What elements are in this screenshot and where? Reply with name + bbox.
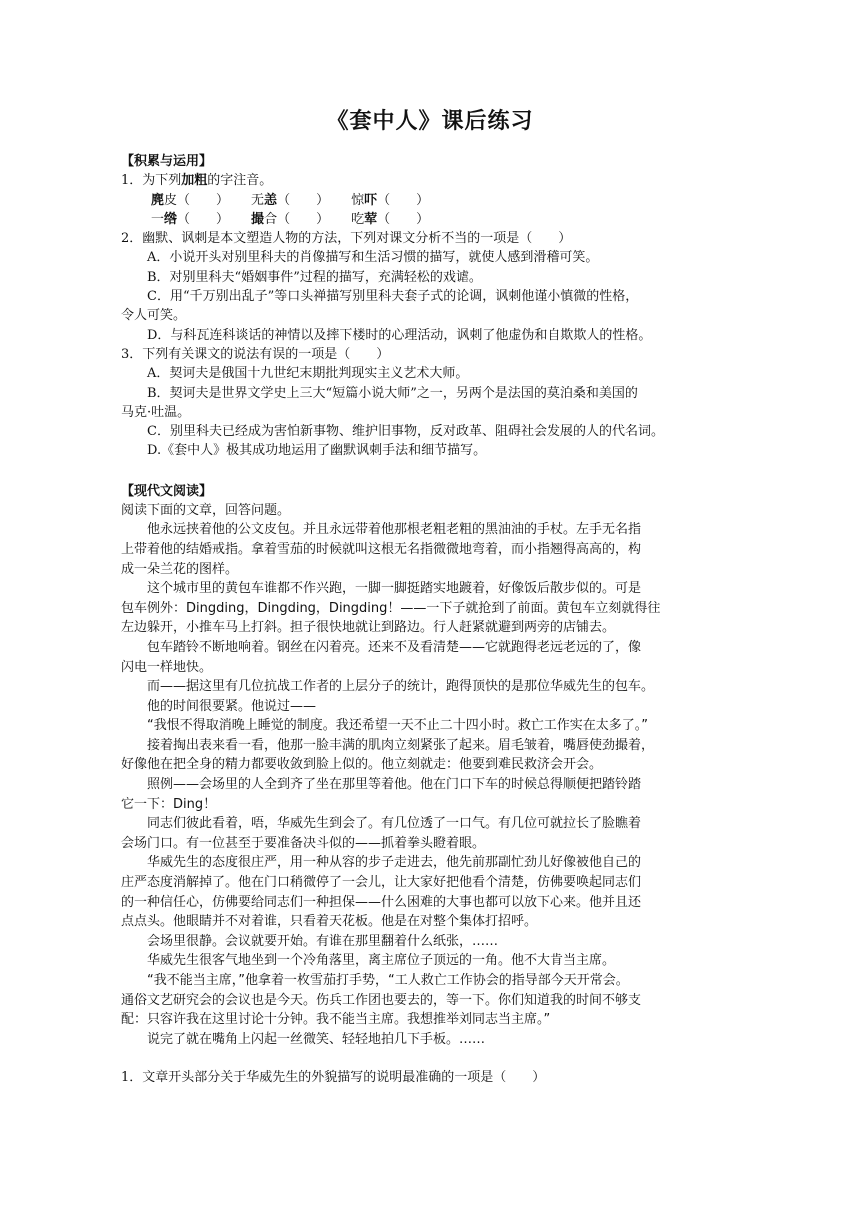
question-3-option-d: D.《套中人》极其成功地运用了幽默讽刺手法和细节描写。 xyxy=(147,443,487,459)
question-1-row-2 xyxy=(121,210,741,229)
passage-line: 他的时间很要紧。他说过—— xyxy=(147,698,317,714)
passage-line: 会场里很静。会议就要开始。有谁在那里翻着什么纸张，…… xyxy=(147,933,499,949)
passage-line: 上带着他的结婚戒指。拿着雪茄的时候就叫这根无名指微微地弯着，而小指翘得高高的，构 xyxy=(121,541,642,557)
passage-line: 包车例外：Dingding，Dingding，Dingding！——一下子就抢到了前面。黄包车立刻就得往 xyxy=(121,600,661,616)
passage-line: 照例——会场里的人全到齐了坐在那里等着他。他在门口下车的时候总得顺便把踏铃踏 xyxy=(147,777,642,793)
section-heading-reading: 【现代文阅读】 xyxy=(121,483,213,499)
page-title: 《套中人》课后练习 xyxy=(326,108,534,134)
passage-line: 闪电一样地快。 xyxy=(121,659,213,675)
question-2-option-d: D．与科瓦连科谈话的神情以及摔下楼时的心理活动，讽刺了他虚伪和自欺欺人的性格。 xyxy=(147,327,652,343)
pinyin-item-bold: 撮 xyxy=(251,211,265,227)
passage-line: 华威先生的态度很庄严，用一种从容的步子走进去，他先前那副忙劲儿好像被他自己的 xyxy=(147,855,642,871)
passage-line: “我不能当主席，”他拿着一枚雪茄打手势，“工人救亡工作协会的指导部今天开常会。 xyxy=(147,973,629,988)
passage-line: 接着掏出表来看一看，他那一脸丰满的肌肉立刻紧张了起来。眉毛皱着，嘴唇使劲撮着， xyxy=(147,737,655,753)
pinyin-item-post: （ ） xyxy=(177,211,230,227)
passage-line: 说完了就在嘴角上闪起一丝微笑、轻轻地拍几下手板。…… xyxy=(147,1031,486,1047)
question-1-row-1 xyxy=(121,191,741,210)
pinyin-item-pre: 惊 xyxy=(351,192,365,208)
pinyin-item-pre: 吃 xyxy=(351,211,365,227)
pinyin-item xyxy=(151,210,229,229)
pinyin-item-post: 合（ ） xyxy=(264,211,330,227)
pinyin-item xyxy=(251,210,329,229)
pinyin-item xyxy=(351,191,429,210)
passage-line: 通俗文艺研究会的会议也是今天。伤兵工作团也要去的，等一下。你们知道我的时间不够支 xyxy=(121,992,642,1008)
pinyin-item-bold: 恙 xyxy=(264,192,278,208)
passage-line: 点点头。他眼睛并不对着谁，只看着天花板。他是在对整个集体打招呼。 xyxy=(121,914,538,930)
passage-line: 同志们彼此看着，唔，华威先生到会了。有几位透了一口气。有几位可就拉长了脸瞧着 xyxy=(147,816,642,832)
pinyin-item xyxy=(251,191,329,210)
reading-passage xyxy=(121,520,741,1049)
pinyin-item xyxy=(351,210,429,229)
passage-line: “我恨不得取消晚上睡觉的制度。我还希望一天不止二十四小时。救亡工作实在太多了。” xyxy=(147,718,648,734)
pinyin-item-bold: 麂 xyxy=(151,192,165,208)
passage-line: 庄严态度消解掉了。他在门口稍微停了一会儿，让大家好把他看个清楚，仿佛要唤起同志们 xyxy=(121,875,642,891)
pinyin-item-post: （ ） xyxy=(377,211,430,227)
question-3-stem: 3．下列有关课文的说法有误的一项是（ ） xyxy=(121,346,390,362)
passage-line: 他永远挟着他的公文皮包。并且永远带着他那根老粗老粗的黑油油的手杖。左手无名指 xyxy=(147,522,642,538)
question-2-option-b: B．对别里科夫“婚姻事件”过程的描写，充满轻松的戏谑。 xyxy=(147,269,482,285)
pinyin-item-bold: 荤 xyxy=(364,211,378,227)
pinyin-item-post: （ ） xyxy=(277,192,330,208)
question-3-option-c: C．别里科夫已经成为害怕新事物、维护旧事物，反对政革、阻碍社会发展的人的代名词。 xyxy=(147,424,664,440)
question-1-stem xyxy=(121,171,741,190)
q1-stem-post: 的字注音。 xyxy=(207,173,273,189)
question-3-option-b: B．契诃夫是世界文学史上三大“短篇小说大师”之一，另两个是法国的莫泊桑和美国的 xyxy=(147,385,638,401)
passage-line: 左边躲开，小推车马上打斜。担子很快地就让到路边。行人赶紧就避到两旁的店铺去。 xyxy=(121,620,616,636)
passage-line: 的一种信任心，仿佛要给同志们一种担保——什么困难的大事也都可以放下心来。他并且还 xyxy=(121,894,642,910)
passage-line: 华威先生很客气地坐到一个冷角落里，离主席位子顶远的一角。他不大肯当主席。 xyxy=(147,953,616,969)
pinyin-item-post: 皮（ ） xyxy=(164,192,230,208)
pinyin-item-post: （ ） xyxy=(377,192,430,208)
passage-line: 包车踏铃不断地响着。钢丝在闪着亮。还来不及看清楚——它就跑得老远老远的了，像 xyxy=(147,639,642,655)
q1-stem-pre: 1．为下列 xyxy=(121,173,182,189)
q1-stem-bold: 加粗 xyxy=(181,173,208,189)
question-2-option-a: A．小说开头对别里科夫的肖像描写和生活习惯的描写，就使人感到滑稽可笑。 xyxy=(147,250,599,266)
reading-intro: 阅读下面的文章，回答问题。 xyxy=(121,503,291,519)
passage-line: 这个城市里的黄包车谁都不作兴跑，一脚一脚挺踏实地踱着，好像饭后散步似的。可是 xyxy=(147,581,642,597)
question-2-stem: 2．幽默、讽刺是本文塑造人物的方法，下列对课文分析不当的一项是（ ） xyxy=(121,231,572,247)
question-3-option-b-cont: 马克·吐温。 xyxy=(121,404,191,420)
passage-line: 而——据这里有几位抗战工作者的上层分子的统计，跑得顶快的是那位华威先生的包车。 xyxy=(147,679,655,695)
reading-question-1: 1．文章开头部分关于华威先生的外貌描写的说明最准确的一项是（ ） xyxy=(121,1070,546,1086)
pinyin-item-bold: 吓 xyxy=(364,192,378,208)
passage-line: 好像他在把全身的精力都要收敛到脸上似的。他立刻就走：他要到难民救济会开会。 xyxy=(121,757,603,773)
pinyin-item-pre: 无 xyxy=(251,192,265,208)
section-heading-accumulation: 【积累与运用】 xyxy=(121,154,213,169)
passage-line: 配：只容许我在这里讨论十分钟。我不能当主席。我想推举刘同志当主席。” xyxy=(121,1012,551,1028)
pinyin-item-pre: 一 xyxy=(151,211,165,227)
question-2-option-c-cont: 令人可笑。 xyxy=(121,308,187,324)
question-2-option-c: C．用“千万别出乱子”等口头禅描写别里科夫套子式的论调，讽刺他谨小慎微的性格， xyxy=(147,289,639,305)
question-3-option-a: A．契诃夫是俄国十九世纪末期批判现实主义艺术大师。 xyxy=(147,366,469,382)
pinyin-item xyxy=(151,191,229,210)
pinyin-item-bold: 绺 xyxy=(164,211,178,227)
passage-line: 成一朵兰花的图样。 xyxy=(121,561,239,577)
passage-line: 会场门口。有一位甚至于要准备决斗似的——抓着拳头瞪着眼。 xyxy=(121,835,486,851)
passage-line: 它一下：Ding！ xyxy=(121,796,217,812)
document-body xyxy=(121,152,741,1088)
